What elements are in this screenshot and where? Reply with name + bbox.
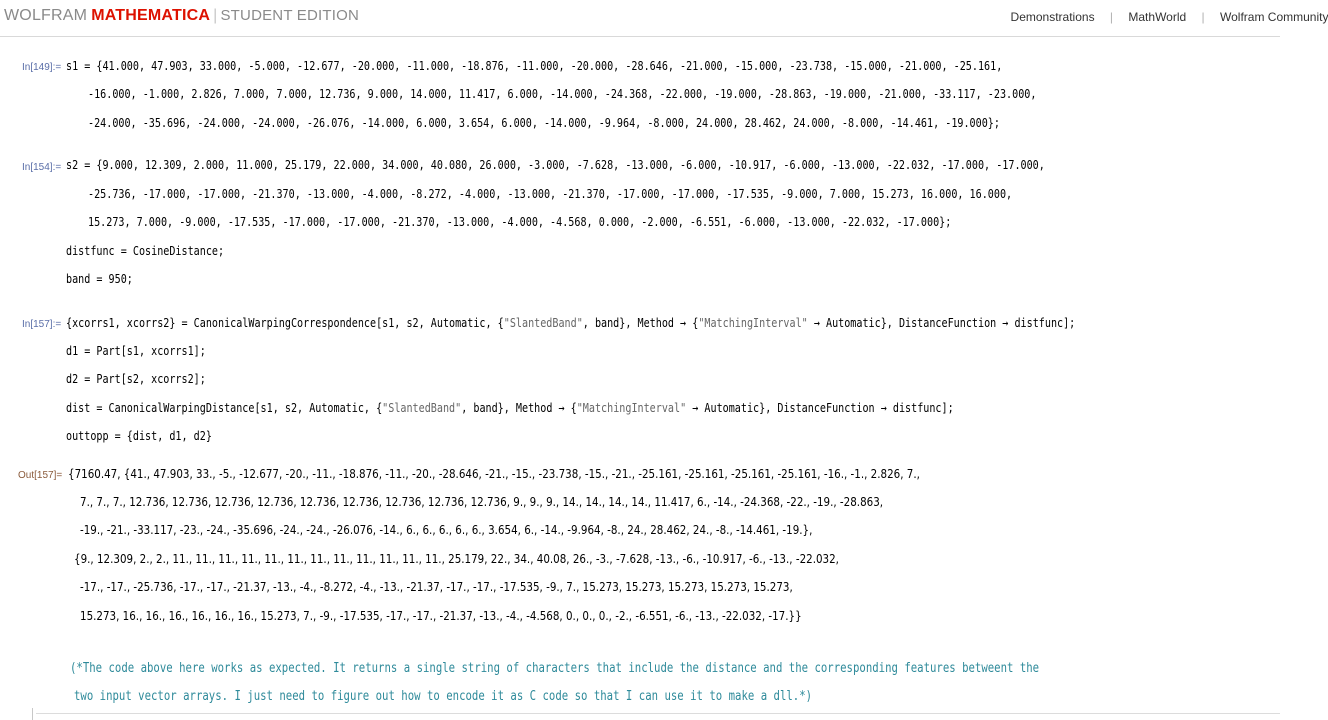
cell-bracket-tick: [32, 708, 33, 720]
output-line[interactable]: 7., 7., 7., 12.736, 12.736, 12.736, 12.736, 12.736, 12.736, 12.736, 12.736, 12.736, 9., 9., 9., 14., 14., 14., 14., 11.417, 6., -14., -24.368, -22., -19., -28.863,: [80, 495, 884, 509]
code-text: → Automatic}, DistanceFunction → distfunc];: [686, 400, 954, 415]
code-text: , band}, Method → {: [582, 315, 699, 330]
code-line[interactable]: -25.736, -17.000, -17.000, -21.370, -13.000, -4.000, -8.272, -4.000, -13.000, -21.370, -17.000, -17.000, -17.535, -9.000, 7.000, 15.273, 16.000, 16.000,: [88, 186, 1013, 201]
code-text: dist = CanonicalWarpingDistance[s1, s2, Automatic, {: [66, 400, 383, 415]
code-line[interactable]: [66, 315, 1075, 330]
code-line[interactable]: d1 = Part[s1, xcorrs1];: [66, 343, 206, 358]
code-line[interactable]: band = 950;: [66, 271, 133, 286]
code-line[interactable]: [66, 400, 954, 415]
output-line[interactable]: -17., -17., -25.736, -17., -17., -21.37, -13., -4., -8.272, -4., -13., -21.37, -17., -17., -17.535, -9., 7., 15.273, 15.273, 15.273, 15.273, 15.273,: [80, 580, 793, 594]
output-line[interactable]: -19., -21., -33.117, -23., -24., -35.696, -24., -24., -26.076, -14., 6., 6., 6., 6., 6., 3.654, 6., -14., -9.964, -8., 24., 28.462, 24., -8., -14.461, -19.},: [80, 523, 813, 537]
code-line[interactable]: s1 = {41.000, 47.903, 33.000, -5.000, -12.677, -20.000, -11.000, -18.876, -11.000, -20.000, -28.646, -21.000, -15.000, -23.738, -15.000, -21.000, -25.161,: [66, 58, 1003, 73]
brand-wolfram: WOLFRAM: [4, 7, 88, 24]
comment-line[interactable]: (*The code above here works as expected. It returns a single string of characters that include the distance and the corresponding features betweent the: [70, 661, 1040, 676]
output-line[interactable]: 15.273, 16., 16., 16., 16., 16., 16., 15.273, 7., -9., -17.535, -17., -17., -21.37, -13., -4., -4.568, 0., 0., 0., -2., -6.551, -6., -13., -22.032, -17.}}: [80, 609, 802, 623]
cell-label-in157: In[157]:=: [22, 319, 62, 330]
top-bar: [0, 0, 1328, 37]
cell-label-out157: Out[157]=: [18, 470, 63, 481]
notebook-divider: [36, 713, 1280, 714]
code-line[interactable]: outtopp = {dist, d1, d2}: [66, 428, 212, 443]
string-literal: "SlantedBand": [382, 400, 462, 415]
cell-label-in149: In[149]:=: [22, 62, 62, 73]
code-line[interactable]: -24.000, -35.696, -24.000, -24.000, -26.076, -14.000, 6.000, 3.654, 6.000, -14.000, -9.964, -8.000, 24.000, 28.462, 24.000, -8.000, -14.461, -19.000};: [88, 115, 1000, 130]
brand-student-edition: STUDENT EDITION: [220, 7, 360, 24]
link-divider: |: [1109, 10, 1114, 24]
code-text: → Automatic}, DistanceFunction → distfunc];: [807, 315, 1076, 330]
code-line[interactable]: d2 = Part[s2, xcorrs2];: [66, 371, 206, 386]
string-literal: "MatchingInterval": [698, 315, 808, 330]
output-line[interactable]: {9., 12.309, 2., 2., 11., 11., 11., 11., 11., 11., 11., 11., 11., 11., 11., 11., 25.179, 22., 34., 40.08, 26., -3., -7.628, -13., -6., -10.917, -6., -13., -22.032,: [74, 552, 839, 566]
brand-separator: |: [213, 7, 218, 24]
brand-logo[interactable]: [4, 7, 359, 25]
string-literal: "SlantedBand": [503, 315, 583, 330]
code-text: {xcorrs1, xcorrs2} = CanonicalWarpingCorrespondence[s1, s2, Automatic, {: [66, 315, 504, 330]
code-line[interactable]: distfunc = CosineDistance;: [66, 243, 225, 258]
output-line[interactable]: {7160.47, {41., 47.903, 33., -5., -12.677, -20., -11., -18.876, -11., -20., -28.646, -21., -15., -23.738, -15., -21., -25.161, -25.161, -25.161, -25.161, -16., -1., 2.826, 7.,: [68, 467, 920, 481]
link-mathworld[interactable]: MathWorld: [1128, 10, 1187, 24]
link-wolfram-community[interactable]: Wolfram Community: [1220, 10, 1328, 24]
top-links: [1010, 10, 1328, 24]
link-demonstrations[interactable]: Demonstrations: [1010, 10, 1095, 24]
code-line[interactable]: -16.000, -1.000, 2.826, 7.000, 7.000, 12.736, 9.000, 14.000, 11.417, 6.000, -14.000, -24.368, -22.000, -19.000, -28.863, -19.000, -21.000, -33.117, -23.000,: [88, 86, 1037, 101]
comment-line[interactable]: two input vector arrays. I just need to figure out how to encode it as C code so that I can use it to make a dll.*): [74, 689, 813, 704]
code-line[interactable]: s2 = {9.000, 12.309, 2.000, 11.000, 25.179, 22.000, 34.000, 40.080, 26.000, -3.000, -7.628, -13.000, -6.000, -10.917, -6.000, -13.000, -22.032, -17.000, -17.000,: [66, 157, 1045, 172]
string-literal: "MatchingInterval": [576, 400, 687, 415]
brand-mathematica: MATHEMATICA: [91, 7, 211, 24]
code-line[interactable]: 15.273, 7.000, -9.000, -17.535, -17.000, -17.000, -21.370, -13.000, -4.000, -4.568, 0.000, -2.000, -6.551, -6.000, -13.000, -22.032, -17.000};: [88, 214, 952, 229]
link-divider: |: [1201, 10, 1205, 24]
code-text: , band}, Method → {: [461, 400, 577, 415]
cell-label-in154: In[154]:=: [22, 162, 62, 173]
